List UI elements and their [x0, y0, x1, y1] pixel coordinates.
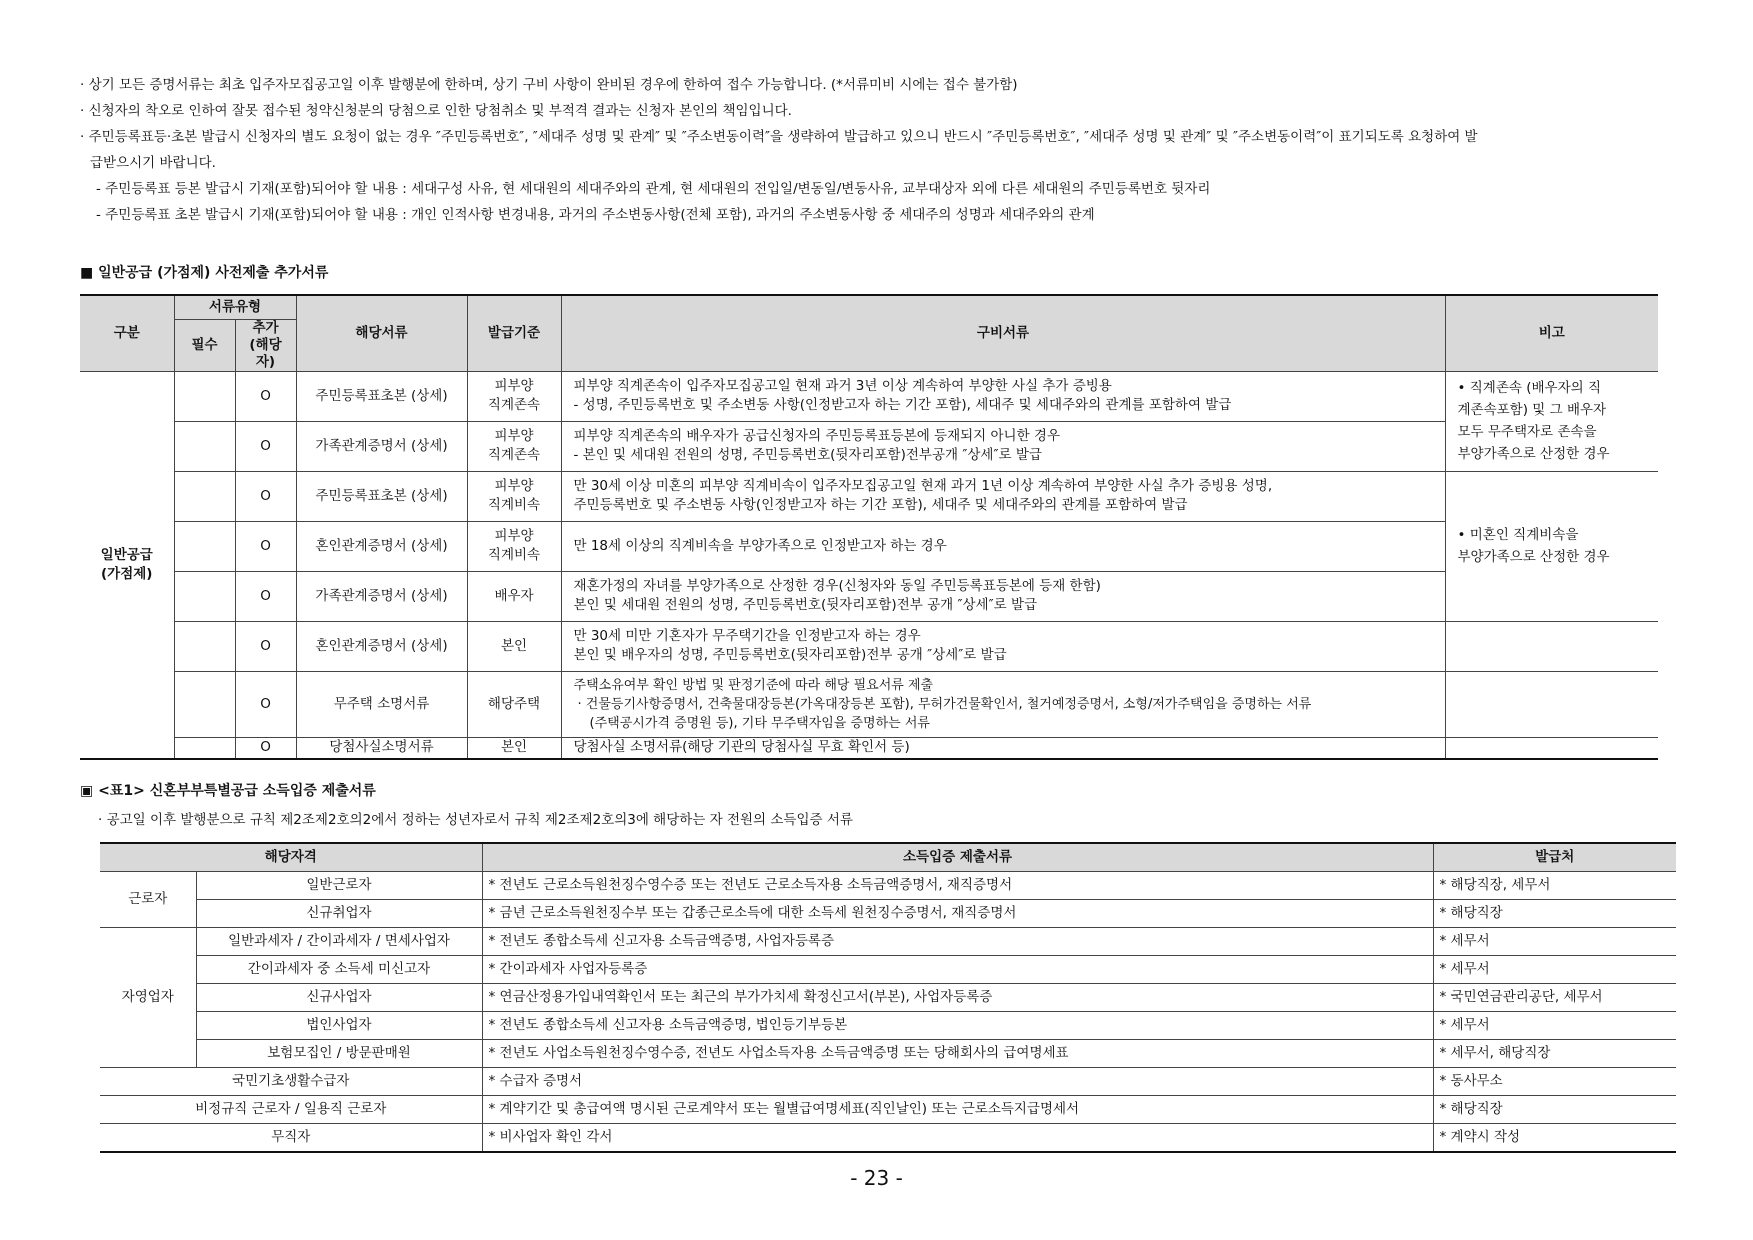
- header-doc-type: 서류유형: [174, 295, 296, 319]
- note-line: · 상기 모든 증명서류는 최초 입주자모집공고일 이후 발행분에 한하며, 상기 구비 사항이 완비된 경우에 한하여 접수 가능합니다. (*서류미비 시에는 접수 불가함): [80, 77, 1018, 93]
- table-row: [100, 984, 1676, 1012]
- docs-cell: * 전년도 종합소득세 신고자용 소득금액증명, 사업자등록증: [482, 928, 1433, 956]
- criteria-line: 직계비속: [487, 547, 541, 563]
- sub-qual-cell: 신규사업자: [196, 984, 482, 1012]
- notes-block: [80, 72, 1680, 228]
- doc-cell: 주민등록표초본 (상세): [296, 371, 467, 421]
- header-qual: 해당자격: [100, 843, 482, 872]
- issuer-cell: * 세무서: [1433, 928, 1676, 956]
- docs-cell: * 계약기간 및 총급여액 명시된 근로계약서 또는 월별급여명세표(직인날인) 또는 근로소득지급명세서: [482, 1096, 1433, 1124]
- table-row: [80, 421, 1658, 471]
- note-sub-line: - 주민등록표 등본 발급시 기재(포함)되어야 할 내용 : 세대구성 사유, 현 세대원의 세대주와의 관계, 현 세대원의 전입일/변동일/변동사유, 교부대상자 외에 다른 세대원의 주민등록번호 뒷자리: [96, 181, 1211, 197]
- table-row: [80, 471, 1658, 521]
- required-cell: [174, 371, 235, 421]
- required-cell: [174, 621, 235, 671]
- prep-line: 재혼가정의 자녀를 부양가족으로 산정한 경우(신청자와 동일 주민등록표등본에 등재 한함): [573, 578, 1101, 594]
- issuer-cell: * 국민연금관리공단, 세무서: [1433, 984, 1676, 1012]
- header-doc: 해당서류: [296, 295, 467, 371]
- table-row: [100, 956, 1676, 984]
- prep-cell: [561, 737, 1445, 759]
- criteria-cell: [467, 371, 561, 421]
- doc-cell: 혼인관계증명서 (상세): [296, 621, 467, 671]
- required-cell: [174, 737, 235, 759]
- issuer-cell: * 해당직장: [1433, 900, 1676, 928]
- doc-cell: 가족관계증명서 (상세): [296, 571, 467, 621]
- prep-cell: [561, 621, 1445, 671]
- additional-cell: O: [235, 737, 296, 759]
- table-row: [80, 371, 1658, 421]
- prep-line: 주민등록번호 및 주소변동 사항(인정받고자 하는 기간 포함), 세대주 및 세대주와의 관계를 포함하여 발급: [573, 497, 1188, 513]
- note-cell: [1445, 371, 1658, 471]
- sub-qual-cell: 신규취업자: [196, 900, 482, 928]
- sub-qual-cell: 간이과세자 중 소득세 미신고자: [196, 956, 482, 984]
- table-row: [100, 1068, 1676, 1096]
- sub-qual-cell: 보험모집인 / 방문판매원: [196, 1040, 482, 1068]
- section2-subtitle: · 공고일 이후 발행분으로 규칙 제2조제2호의2에서 정하는 성년자로서 규칙 제2조제2호의3에 해당하는 자 전원의 소득입증 서류: [98, 812, 853, 828]
- docs-cell: * 전년도 근로소득원천징수영수증 또는 전년도 근로소득자용 소득금액증명서, 재직증명서: [482, 872, 1433, 900]
- table-row: [100, 900, 1676, 928]
- required-cell: [174, 421, 235, 471]
- section1-title: ■ 일반공급 (가점제) 사전제출 추가서류: [80, 265, 329, 281]
- additional-cell: O: [235, 421, 296, 471]
- docs-cell: * 전년도 사업소득원천징수영수증, 전년도 사업소득자용 소득금액증명 또는 당해회사의 급여명세표: [482, 1040, 1433, 1068]
- category-label: 일반공급: [100, 546, 153, 563]
- criteria-cell: [467, 621, 561, 671]
- table-row: [100, 1012, 1676, 1040]
- header-additional-sub: (해당자): [249, 336, 282, 370]
- additional-cell: O: [235, 671, 296, 737]
- prep-line: · 건물등기사항증명서, 건축물대장등본(가옥대장등본 포함), 무허가건물확인서, 철거예정증명서, 소형/저가주택임을 증명하는 서류: [577, 696, 1312, 712]
- prep-line: 만 30세 미만 기혼자가 무주택기간을 인정받고자 하는 경우: [573, 628, 921, 644]
- note-line: 모두 무주택자로 존속을: [1457, 424, 1597, 440]
- note-line: 부양가족으로 산정한 경우: [1457, 549, 1610, 565]
- docs-cell: * 전년도 종합소득세 신고자용 소득금액증명, 법인등기부등본: [482, 1012, 1433, 1040]
- criteria-line: 직계존속: [487, 447, 541, 463]
- qual-cell: 무직자: [100, 1124, 482, 1153]
- required-cell: [174, 521, 235, 571]
- criteria-line: 피부양: [494, 378, 534, 394]
- required-cell: [174, 471, 235, 521]
- required-cell: [174, 571, 235, 621]
- issuer-cell: * 계약시 작성: [1433, 1124, 1676, 1153]
- additional-cell: O: [235, 471, 296, 521]
- header-docs: 소득입증 제출서류: [482, 843, 1433, 872]
- header-gubun: 구분: [80, 295, 174, 371]
- table-row: [80, 671, 1658, 737]
- prep-cell: [561, 471, 1445, 521]
- note-line: • 미혼인 직계비속을: [1457, 527, 1579, 543]
- criteria-cell: [467, 671, 561, 737]
- criteria-cell: [467, 521, 561, 571]
- prep-line: (주택공시가격 증명원 등), 기타 무주택자임을 증명하는 서류: [589, 715, 930, 731]
- prep-cell: [561, 571, 1445, 621]
- additional-cell: O: [235, 371, 296, 421]
- table-row: [80, 621, 1658, 671]
- qual-cell: 국민기초생활수급자: [100, 1068, 482, 1096]
- qual-cell: 비정규직 근로자 / 일용직 근로자: [100, 1096, 482, 1124]
- header-prep: 구비서류: [561, 295, 1445, 371]
- group-cell: 자영업자: [100, 928, 196, 1068]
- criteria-line: 배우자: [494, 587, 534, 604]
- prep-line: 당첨사실 소명서류(해당 기관의 당첨사실 무효 확인서 등): [573, 739, 910, 756]
- criteria-cell: [467, 737, 561, 759]
- prep-line: - 본인 및 세대원 전원의 성명, 주민등록번호(뒷자리포함)전부공개 ″상세″로 발급: [573, 447, 1042, 463]
- required-cell: [174, 671, 235, 737]
- criteria-line: 본인: [500, 637, 528, 654]
- note-cell-empty: [1445, 671, 1658, 737]
- sub-qual-cell: 법인사업자: [196, 1012, 482, 1040]
- prep-line: 본인 및 배우자의 성명, 주민등록번호(뒷자리포함)전부 공개 ″상세″로 발급: [573, 647, 1007, 663]
- table-row: [80, 571, 1658, 621]
- category-sub: (가점제): [101, 565, 153, 582]
- note-line: • 직계존속 (배우자의 직: [1457, 380, 1601, 396]
- issuer-cell: * 해당직장, 세무서: [1433, 872, 1676, 900]
- header-additional: [235, 319, 296, 371]
- criteria-cell: [467, 471, 561, 521]
- table-row: [80, 737, 1658, 759]
- docs-cell: * 수급자 증명서: [482, 1068, 1433, 1096]
- criteria-line: 피부양: [494, 478, 534, 494]
- prep-cell: [561, 371, 1445, 421]
- header-note: 비고: [1445, 295, 1658, 371]
- table-row: [100, 872, 1676, 900]
- sub-qual-cell: 일반과세자 / 간이과세자 / 면세사업자: [196, 928, 482, 956]
- docs-cell: * 금년 근로소득원천징수부 또는 갑종근로소득에 대한 소득세 원천징수증명서, 재직증명서: [482, 900, 1433, 928]
- note-line: · 주민등록표등·초본 발급시 신청자의 별도 요청이 없는 경우 ″주민등록번호″, ″세대주 성명 및 관계″ 및 ″주소변동이력″을 생략하여 발급하고 있으니 반드시 ″주민등록번호″, ″세대주 성명 및 관계″ 및 ″주소변동이력″이 표기되도록 요청하여 발: [80, 129, 1478, 145]
- note-cell: [1445, 471, 1658, 621]
- additional-cell: O: [235, 571, 296, 621]
- issuer-cell: * 해당직장: [1433, 1096, 1676, 1124]
- prep-cell: [561, 421, 1445, 471]
- income-docs-table: [100, 842, 1676, 1153]
- docs-cell: * 비사업자 확인 각서: [482, 1124, 1433, 1153]
- note-line: 급받으시기 바랍니다.: [90, 155, 216, 171]
- docs-cell: * 연금산정용가입내역확인서 또는 최근의 부가가치세 확정신고서(부본), 사업자등록증: [482, 984, 1433, 1012]
- criteria-cell: [467, 421, 561, 471]
- prep-line: 주택소유여부 확인 방법 및 판정기준에 따라 해당 필요서류 제출: [573, 677, 934, 693]
- table-row: [100, 928, 1676, 956]
- table-row: [100, 1124, 1676, 1153]
- issuer-cell: * 동사무소: [1433, 1068, 1676, 1096]
- docs-cell: * 간이과세자 사업자등록증: [482, 956, 1433, 984]
- criteria-cell: [467, 571, 561, 621]
- criteria-line: 피부양: [494, 428, 534, 444]
- doc-cell: 혼인관계증명서 (상세): [296, 521, 467, 571]
- doc-cell: 가족관계증명서 (상세): [296, 421, 467, 471]
- header-required: 필수: [174, 319, 235, 371]
- prep-line: 피부양 직계존속이 입주자모집공고일 현재 과거 3년 이상 계속하여 부양한 사실 추가 증빙용: [573, 378, 1112, 394]
- additional-docs-table: [80, 294, 1658, 760]
- issuer-cell: * 세무서: [1433, 956, 1676, 984]
- table-row: [100, 1096, 1676, 1124]
- note-cell-empty: [1445, 737, 1658, 759]
- criteria-line: 본인: [500, 739, 528, 756]
- prep-line: 만 18세 이상의 직계비속을 부양가족으로 인정받고자 하는 경우: [573, 537, 947, 554]
- section2-title: ▣ <표1> 신혼부부특별공급 소득입증 제출서류: [80, 783, 376, 799]
- category-cell: [80, 371, 174, 759]
- criteria-line: 해당주택: [487, 695, 541, 712]
- note-line: · 신청자의 착오로 인하여 잘못 접수된 청약신청분의 당첨으로 인한 당첨취소 및 부적격 결과는 신청자 본인의 책임입니다.: [80, 103, 792, 119]
- criteria-line: 직계비속: [487, 497, 541, 513]
- prep-cell: [561, 521, 1445, 571]
- doc-cell: 당첨사실소명서류: [296, 737, 467, 759]
- header-additional-label: 추가: [252, 319, 279, 336]
- note-line: 계존속포함) 및 그 배우자: [1457, 402, 1607, 418]
- prep-line: 본인 및 세대원 전원의 성명, 주민등록번호(뒷자리포함)전부 공개 ″상세″로 발급: [573, 597, 1038, 613]
- issuer-cell: * 세무서, 해당직장: [1433, 1040, 1676, 1068]
- prep-cell: [561, 671, 1445, 737]
- additional-cell: O: [235, 621, 296, 671]
- header-issuer: 발급처: [1433, 843, 1676, 872]
- sub-qual-cell: 일반근로자: [196, 872, 482, 900]
- additional-cell: O: [235, 521, 296, 571]
- note-cell-empty: [1445, 621, 1658, 671]
- criteria-line: 피부양: [494, 528, 534, 544]
- note-line: 부양가족으로 산정한 경우: [1457, 446, 1610, 462]
- group-cell: 근로자: [100, 872, 196, 928]
- doc-cell: 무주택 소명서류: [296, 671, 467, 737]
- page-number: - 23 -: [850, 1166, 903, 1190]
- table-row: [100, 1040, 1676, 1068]
- criteria-line: 직계존속: [487, 397, 541, 413]
- note-sub-line: - 주민등록표 초본 발급시 기재(포함)되어야 할 내용 : 개인 인적사항 변경내용, 과거의 주소변동사항(전체 포함), 과거의 주소변동사항 중 세대주의 성명과 세대주와의 관계: [96, 207, 1095, 223]
- doc-cell: 주민등록표초본 (상세): [296, 471, 467, 521]
- prep-line: 만 30세 이상 미혼의 피부양 직계비속이 입주자모집공고일 현재 과거 1년 이상 계속하여 부양한 사실 추가 증빙용 성명,: [573, 478, 1273, 494]
- header-criteria: 발급기준: [467, 295, 561, 371]
- prep-line: - 성명, 주민등록번호 및 주소변동 사항(인정받고자 하는 기간 포함), 세대주 및 세대주와의 관계를 포함하여 발급: [573, 397, 1232, 413]
- issuer-cell: * 세무서: [1433, 1012, 1676, 1040]
- table-row: [80, 521, 1658, 571]
- prep-line: 피부양 직계존속의 배우자가 공급신청자의 주민등록표등본에 등재되지 아니한 경우: [573, 428, 1060, 444]
